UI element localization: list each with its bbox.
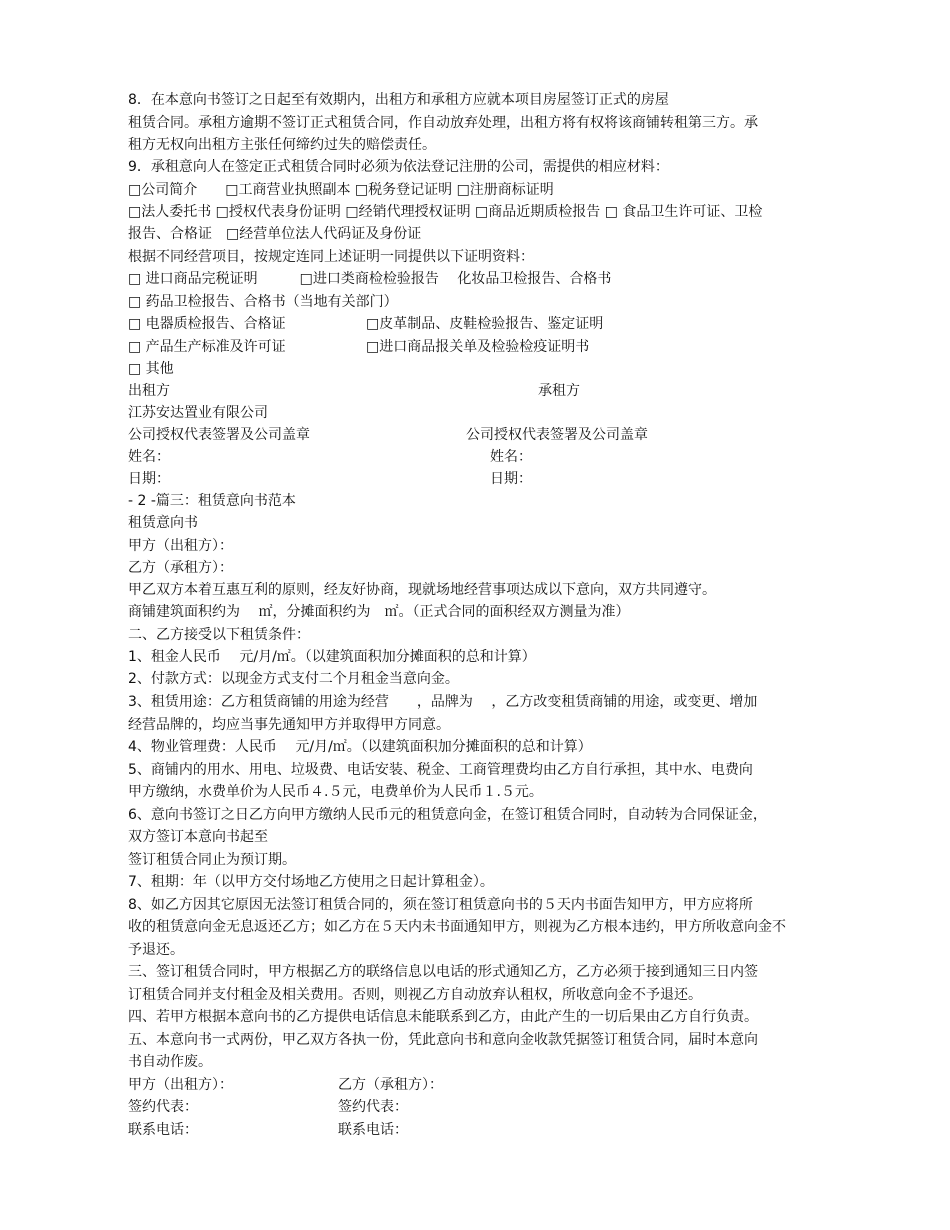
text-line: 承租方	[538, 383, 580, 399]
text-line: 1、租金人民币 元/月/㎡。（以建筑面积加分摊面积的总和计算）	[128, 649, 536, 665]
text-line: 日期：	[128, 471, 170, 487]
text-line: 公司授权代表签署及公司盖章	[128, 427, 310, 443]
text-line: 出租方	[128, 383, 170, 399]
text-line: 订租赁合同并支付租金及相关费用。否则，则视乙方自动放弃认租权，所收意向金不予退还。	[128, 987, 702, 1003]
text-line: 经营品牌的，均应当事先通知甲方并取得甲方同意。	[128, 717, 450, 733]
text-line: 签约代表：	[128, 1099, 198, 1115]
text-line: 8、如乙方因其它原因无法签订租赁合同的，须在签订租赁意向书的５天内书面告知甲方，甲方应将所	[128, 897, 753, 913]
text-line: 日期：	[490, 471, 532, 487]
text-line: 五、本意向书一式两份，甲乙双方各执一份，凭此意向书和意向金收款凭据签订租赁合同，届时本意向	[128, 1032, 758, 1048]
text-line: □ 电器质检报告、合格证	[128, 316, 286, 332]
text-line: 二、乙方接受以下租赁条件：	[128, 627, 310, 643]
text-line: □进口商品报关单及检验检疫证明书	[366, 339, 590, 355]
text-line: 予退还。	[128, 942, 184, 958]
text-line: 9．承租意向人在签定正式租赁合同时必须为依法登记注册的公司，需提供的相应材料：	[128, 159, 669, 175]
text-line: 6、意向书签订之日乙方向甲方缴纳人民币元的租赁意向金，在签订租赁合同时，自动转为合同保证金，	[128, 807, 767, 823]
text-line: 租赁合同。承租方逾期不签订正式租赁合同，作自动放弃处理，出租方将有权将该商铺转租第三方。承	[128, 115, 758, 131]
text-line: 商铺建筑面积约为 ㎡，分摊面积约为 ㎡。（正式合同的面积经双方测量为准）	[128, 604, 630, 620]
text-line: 7、租期：年（以甲方交付场地乙方使用之日起计算租金）。	[128, 874, 494, 890]
text-line: □ 药品卫检报告、合格书（当地有关部门）	[128, 294, 398, 310]
text-line: 根据不同经营项目，按规定连同上述证明一同提供以下证明资料：	[128, 249, 534, 265]
text-line: 4、物业管理费：人民币 元/月/㎡。（以建筑面积加分摊面积的总和计算）	[128, 739, 592, 755]
text-line: 8．在本意向书签订之日起至有效期内，出租方和承租方应就本项目房屋签订正式的房屋	[128, 92, 669, 108]
text-line: 乙方（承租方）：	[338, 1077, 443, 1093]
text-line: 甲方（出租方）：	[128, 538, 233, 554]
text-line: □法人委托书 □授权代表身份证明 □经销代理授权证明 □商品近期质检报告 □ 食品卫生许可证、卫检	[128, 204, 763, 220]
text-line: 双方签订本意向书起至	[128, 829, 268, 845]
text-line: 3、租赁用途：乙方租赁商铺的用途为经营 ，品牌为 ，乙方改变租赁商铺的用途，或变更、增加	[128, 694, 758, 710]
text-line: 四、若甲方根据本意向书的乙方提供电话信息未能联系到乙方，由此产生的一切后果由乙方自行负责。	[128, 1009, 758, 1025]
text-line: 江苏安达置业有限公司	[128, 405, 268, 421]
text-line: 签订租赁合同止为预订期。	[128, 852, 296, 868]
text-line: 签约代表：	[338, 1099, 408, 1115]
text-line: 租赁意向书	[128, 515, 198, 531]
text-line: 姓名：	[490, 449, 532, 465]
text-line: 收的租赁意向金无息返还乙方；如乙方在５天内未书面通知甲方，则视为乙方根本违约，甲方所收意向金不	[128, 919, 786, 935]
text-line: 甲方（出租方）：	[128, 1077, 233, 1093]
text-line: 报告、合格证 □经营单位法人代码证及身份证	[128, 226, 422, 242]
text-line: □ 产品生产标准及许可证	[128, 339, 286, 355]
text-line: □公司简介 □工商营业执照副本 □税务登记证明 □注册商标证明	[128, 182, 554, 198]
text-line: 2、付款方式：以现金方式支付二个月租金当意向金。	[128, 671, 459, 687]
text-line: 联系电话：	[128, 1122, 198, 1138]
text-line: 租方无权向出租方主张任何缔约过失的赔偿责任。	[128, 137, 436, 153]
text-line: 姓名：	[128, 449, 170, 465]
text-line: 乙方（承租方）：	[128, 560, 233, 576]
text-line: □ 进口商品完税证明 □进口类商检检验报告 化妆品卫检报告、合格书	[128, 271, 612, 287]
text-line: 联系电话：	[338, 1122, 408, 1138]
text-line: 5、商铺内的用水、用电、垃圾费、电话安装、税金、工商管理费均由乙方自行承担，其中水、电费向	[128, 762, 753, 778]
text-line: - 2 -篇三：租赁意向书范本	[128, 493, 296, 509]
text-line: □皮革制品、皮鞋检验报告、鉴定证明	[366, 316, 604, 332]
text-line: □ 其他	[128, 361, 174, 377]
text-line: 甲方缴纳，水费单价为人民币４.５元，电费单价为人民币１.５元。	[128, 784, 543, 800]
text-line: 公司授权代表签署及公司盖章	[466, 427, 648, 443]
text-line: 甲乙双方本着互惠互利的原则，经友好协商，现就场地经营事项达成以下意向，双方共同遵守。	[128, 582, 716, 598]
text-line: 书自动作废。	[128, 1054, 212, 1070]
text-line: 三、签订租赁合同时，甲方根据乙方的联络信息以电话的形式通知乙方，乙方必须于接到通知三日内签	[128, 964, 758, 980]
